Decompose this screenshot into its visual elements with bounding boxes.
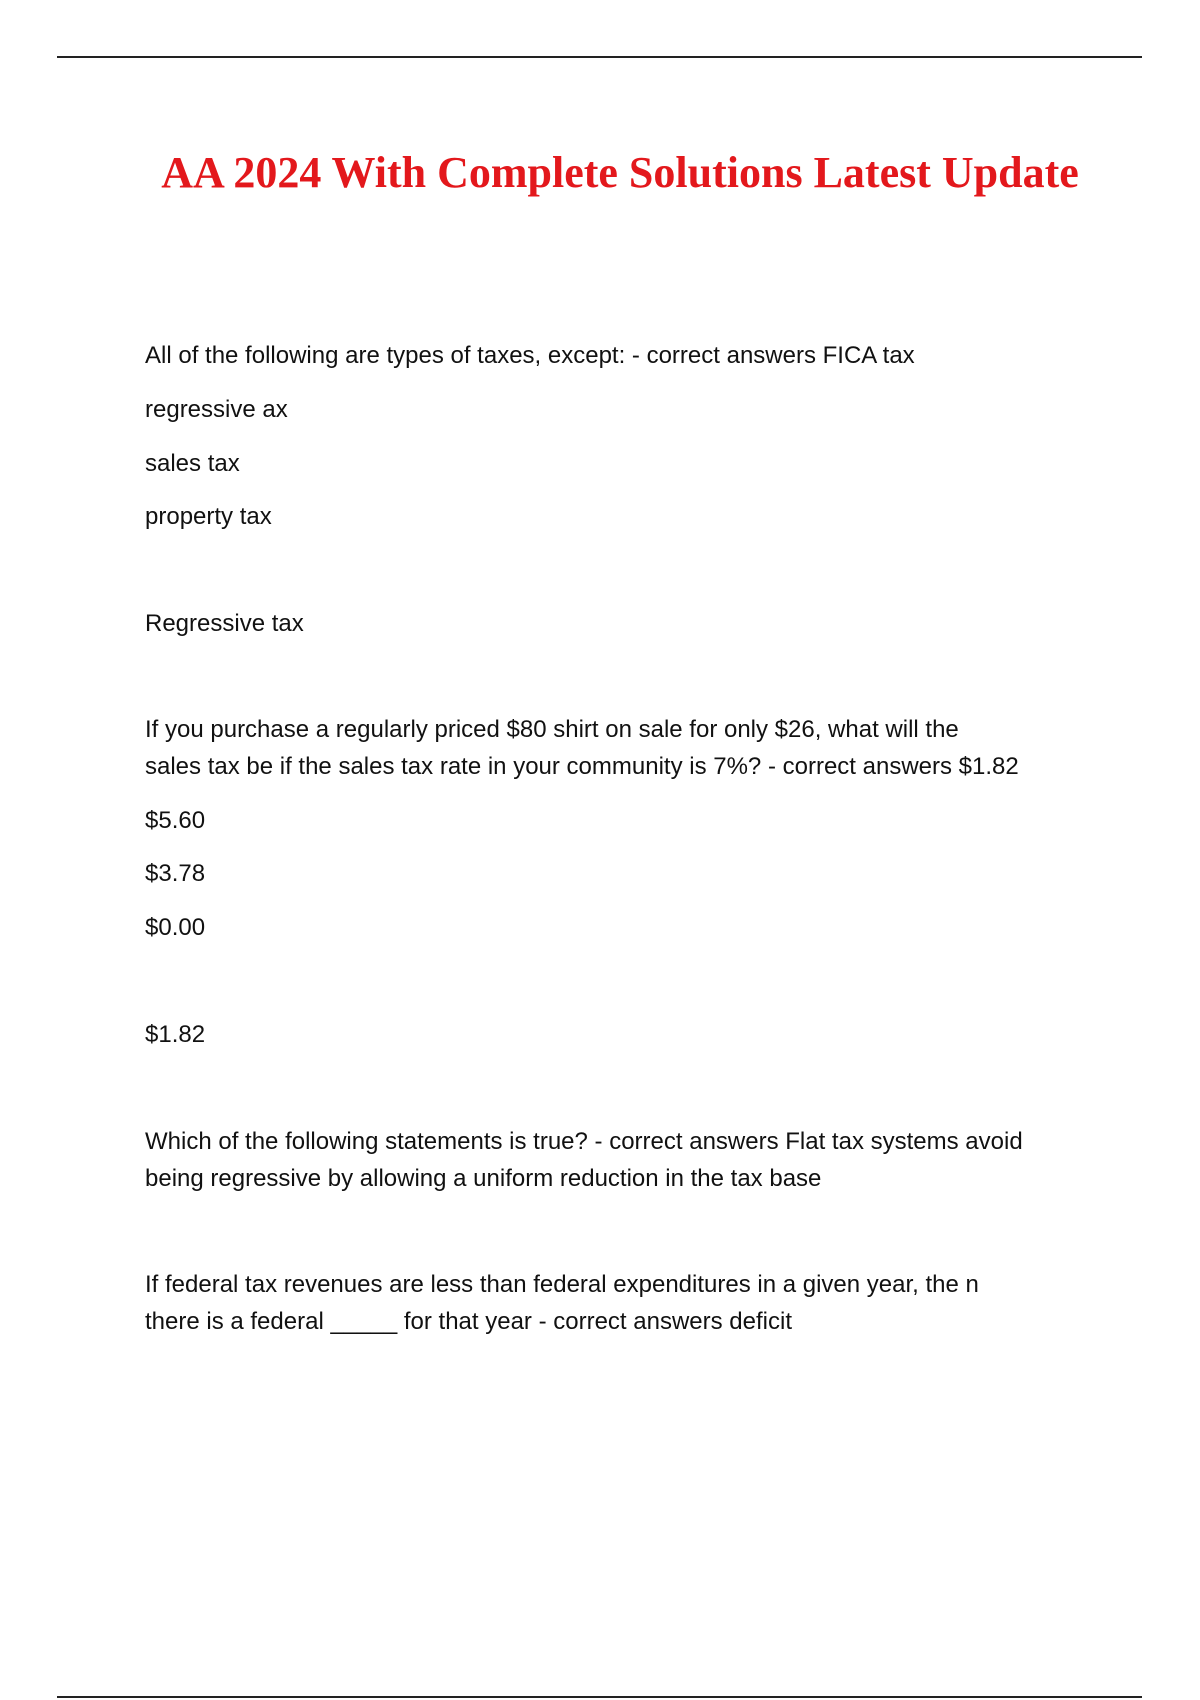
question-2-text-line-2: sales tax be if the sales tax rate in your community is 7%? - correct answers $1.82 bbox=[145, 753, 1019, 780]
document-title: AA 2024 With Complete Solutions Latest Update bbox=[161, 148, 1079, 197]
question-1-option-1: regressive ax bbox=[145, 396, 288, 423]
question-1-option-2: sales tax bbox=[145, 450, 240, 477]
question-1-option-3: property tax bbox=[145, 503, 272, 530]
question-2-option-1: $5.60 bbox=[145, 807, 206, 834]
question-2-option-2: $3.78 bbox=[145, 860, 206, 887]
question-3-text-line-2: being regressive by allowing a uniform reduction in the tax base bbox=[145, 1165, 822, 1192]
question-4-text-line-2: there is a federal _____ for that year - correct answers deficit bbox=[145, 1308, 792, 1335]
question-1-answer: Regressive tax bbox=[145, 610, 304, 637]
bottom-divider bbox=[57, 1696, 1142, 1698]
top-divider bbox=[57, 56, 1142, 58]
question-2-text-line-1: If you purchase a regularly priced $80 shirt on sale for only $26, what will the bbox=[145, 716, 959, 743]
question-2-option-3: $0.00 bbox=[145, 914, 206, 941]
question-3-text-line-1: Which of the following statements is true? - correct answers Flat tax systems avoid bbox=[145, 1128, 1023, 1155]
question-2-answer: $1.82 bbox=[145, 1021, 206, 1048]
question-1-text: All of the following are types of taxes, except: - correct answers FICA tax bbox=[145, 342, 915, 369]
question-4-text-line-1: If federal tax revenues are less than federal expenditures in a given year, the n bbox=[145, 1271, 979, 1298]
